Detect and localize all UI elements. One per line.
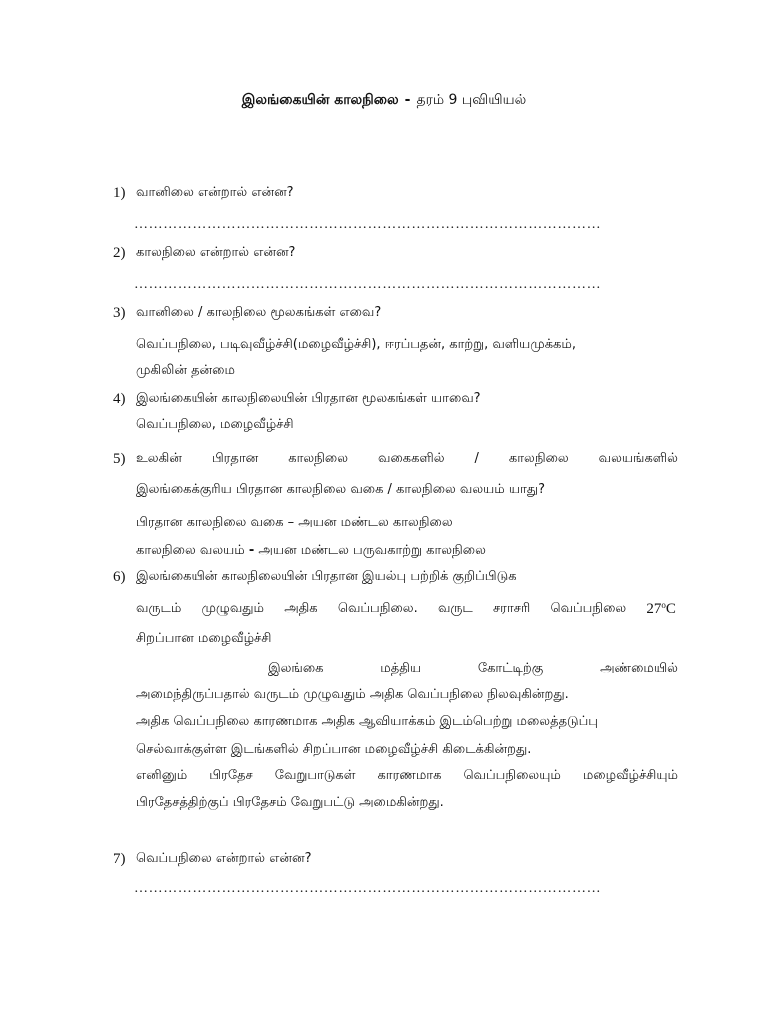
answer-line-2: …………………………………………………………………………………… [134, 277, 602, 292]
temp-unit: C [665, 601, 676, 617]
q5-word: பிரதான [211, 451, 259, 466]
question-6-number: 6) [113, 569, 126, 585]
q6-word: சராசரி [492, 601, 531, 616]
question-2-number: 2) [113, 245, 126, 261]
paragraph-line-3: அதிக வெப்பநிலை காரணமாக அதிக ஆவியாக்கம் இடம்பெற்று மலைத்தடுப்பு [136, 714, 598, 729]
para-word: காரணமாக [377, 768, 442, 783]
paragraph-line-4: செல்வாக்குள்ள இடங்களில் சிறப்பான மழைவீழ்ச்சி கிடைக்கின்றது. [136, 742, 532, 757]
para-word: கோட்டிற்கு [477, 661, 544, 676]
q5-word: காலநிலை [508, 451, 569, 466]
question-6-answer-1 [136, 600, 676, 618]
para-word: பிரதேச [209, 768, 253, 783]
title-dash: - [404, 92, 411, 108]
temp-number: 27 [646, 601, 662, 617]
question-1-number: 1) [113, 185, 126, 201]
question-3-number: 3) [113, 305, 126, 321]
q5-word: வலயங்களில் [598, 451, 678, 466]
paragraph-line-2: அமைந்திருப்பதால் வருடம் முழுவதும் அதிக வெப்பநிலை நிலவுகின்றது. [136, 687, 569, 702]
page-title [0, 92, 768, 110]
question-5-answer-1: பிரதான காலநிலை வகை – அயன மண்டல காலநிலை [136, 515, 453, 530]
question-1-text: வானிலை என்றால் என்ன? [136, 185, 294, 200]
temperature-value [646, 600, 676, 618]
para-word: வெப்பநிலையும் [463, 768, 561, 783]
paragraph-line-5 [136, 767, 678, 785]
question-6-answer-2: சிறப்பான மழைவீழ்ச்சி [136, 631, 272, 646]
question-7-number: 7) [113, 851, 126, 867]
q5-word: உலகின் [136, 451, 182, 466]
question-3-text: வானிலை / காலநிலை மூலகங்கள் எவை? [136, 305, 382, 320]
q6-word: அதிக [284, 601, 318, 616]
q5-word: காலநிலை [288, 451, 349, 466]
q6-word: வருட [437, 601, 473, 616]
title-main: இலங்கையின் காலநிலை [241, 92, 399, 108]
q5-answer2-dash: - [248, 543, 255, 558]
question-7-text: வெப்பநிலை என்றால் என்ன? [136, 851, 312, 866]
question-4-number: 4) [113, 391, 126, 407]
para-word: அண்மையில் [600, 661, 678, 676]
title-grade: தரம் 9 புவியியல் [416, 92, 527, 108]
q6-word: முழுவதும் [201, 601, 264, 616]
question-4-text: இலங்கையின் காலநிலையின் பிரதான மூலகங்கள் யாவை? [136, 391, 481, 406]
degree-symbol: o [661, 600, 666, 610]
question-3-answer-line-1: வெப்பநிலை, படிவுவீழ்ச்சி(மழைவீழ்ச்சி), ஈரப்பதன், காற்று, வளியமுக்கம், [136, 337, 576, 352]
q5-answer2-value: அயன மண்டல பருவகாற்று காலநிலை [258, 543, 486, 558]
q6-word: வருடம் [136, 601, 182, 616]
paragraph-line-1 [268, 660, 678, 678]
question-2-text: காலநிலை என்றால் என்ன? [136, 245, 296, 260]
question-5-number: 5) [113, 451, 126, 467]
paragraph-line-6: பிரதேசத்திற்குப் பிரதேசம் வேறுபட்டு அமைகின்றது. [136, 795, 444, 810]
question-4-answer: வெப்பநிலை, மழைவீழ்ச்சி [136, 417, 294, 432]
answer-line-1: …………………………………………………………………………………… [134, 217, 602, 232]
para-word: மத்திய [380, 661, 422, 676]
answer-line-7: …………………………………………………………………………………… [134, 881, 602, 896]
question-5-text-line-1 [136, 450, 678, 468]
para-word: எனினும் [136, 768, 188, 783]
para-word: வேறுபாடுகள் [274, 768, 356, 783]
q5-answer2-label: காலநிலை வலயம் [136, 543, 245, 558]
para-word: மழைவீழ்ச்சியும் [582, 768, 678, 783]
q6-word: வெப்பநிலை [550, 601, 627, 616]
question-5-text-line-2: இலங்கைக்குரிய பிரதான காலநிலை வகை / காலநிலை வலயம் யாது? [136, 482, 546, 497]
q5-word: / [474, 451, 479, 466]
question-6-text: இலங்கையின் காலநிலையின் பிரதான இயல்பு பற்றிக் குறிப்பிடுக [136, 569, 517, 584]
q6-word: வெப்பநிலை. [337, 601, 418, 616]
q5-word: வகைகளில் [378, 451, 445, 466]
question-3-answer-line-2: முகிலின் தன்மை [136, 363, 235, 378]
para-word: இலங்கை [268, 661, 324, 676]
question-5-answer-2 [136, 542, 486, 560]
